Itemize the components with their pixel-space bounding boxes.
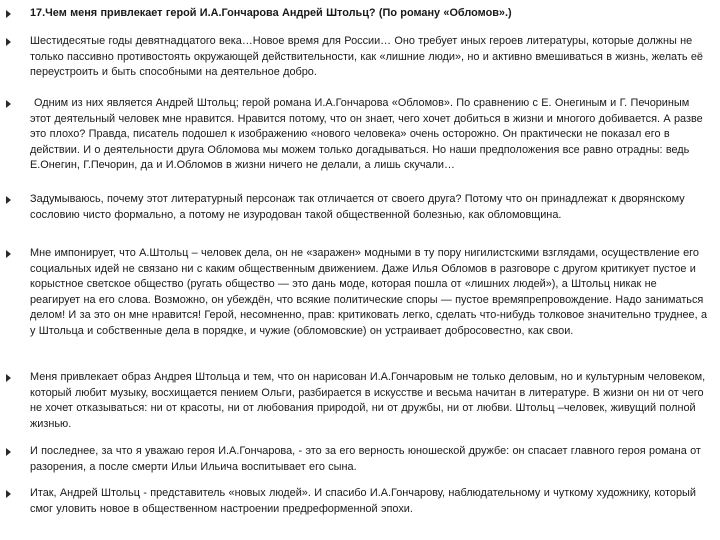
paragraph-text: Мне импонирует, что А.Штольц – человек дела, он не «заражен» модными в ту пору нигилистскими взглядами, осуществление его социальных идей не связано ни с каким общественным движением. Даже Илья Обломов в разговоре с другом критикует пустое и корыстное светское общество (ругать общество — это дань моде, которая пошла от «лишних людей»), а Штольц никак не реагирует на его слова. Возможно, он убеждён, что всякие политические споры — пустое времяпрепровождение. Надо заниматься делом! И за это он мне нравится! Герой, несомненно, прав: критиковать легко, сделать что-нибудь толковое значительно труднее, а у Штольца и собственные дела в порядке, и чужие (обломовские) он устраивает добросовестно, как свои. xyxy=(30,247,707,337)
paragraph-text: Шестидесятые годы девятнадцатого века…Новое время для России… Оно требует иных героев литературы, которые должны не только пассивно противостоять окружающей действительности, как «лишние люди», но и активно вмешиваться в жизнь, желать её переустроить и быть способными на деятельное добро. xyxy=(30,35,703,79)
triangle-right-bullet-icon xyxy=(6,10,11,18)
title-text: 17.Чем меня привлекает герой И.А.Гончарова Андрей Штольц? (По роману «Обломов».) xyxy=(30,7,512,19)
triangle-right-bullet-icon xyxy=(6,100,11,108)
triangle-right-bullet-icon xyxy=(6,374,11,382)
triangle-right-bullet-icon xyxy=(6,490,11,498)
triangle-right-bullet-icon xyxy=(6,250,11,258)
paragraph-text: Одним из них является Андрей Штольц; герой романа И.А.Гончарова «Обломов». По сравнению с Е. Онегиным и Г. Печориным этот деятельный человек мне нравится. Нравится потому, что он знает, чего хочет добиться в жизни и многого добивается. А разве это плохо? Правда, писатель подошел к изображению «нового человека» очень осторожно. Он практически не показал его в действии. И о деятельности друга Обломова мы можем только догадываться. Но наши предположения все равно отрадны: ведь Е.Онегин, Г.Печорин, да и И.Обломов в жизни ничего не делали, а лишь скучали… xyxy=(30,97,703,172)
paragraph-text: Меня привлекает образ Андрея Штольца и тем, что он нарисован И.А.Гончаровым не только деловым, но и культурным человеком, который любит музыку, восхищается пением Ольги, разбирается в искусстве и весьма начитан в литературе. В жизни он ни от чего не хочет отказываться: ни от красоты, ни от любования природой, ни от дружбы, ни от любви. Штольц –человек, живущий полной жизнью. xyxy=(30,371,706,430)
paragraph-text: Итак, Андрей Штольц - представитель «новых людей». И спасибо И.А.Гончарову, наблюдательному и чуткому художнику, который смог уловить новое в общественном настроении предреформенной эпохи. xyxy=(30,487,696,515)
triangle-right-bullet-icon xyxy=(6,448,11,456)
paragraph-text: И последнее, за что я уважаю героя И.А.Гончарова, - это за его верность юношеской дружбе: он спасает главного героя романа от разорения, а после смерти Ильи Ильича воспитывает его сына. xyxy=(30,445,701,473)
triangle-right-bullet-icon xyxy=(6,196,11,204)
paragraph-text: Задумываюсь, почему этот литературный персонаж так отличается от своего друга? Потому что он принадлежат к дворянскому сословию чисто формально, а потому не изуродован такой общественной болезнью, как обломовщина. xyxy=(30,193,685,221)
triangle-right-bullet-icon xyxy=(6,38,11,46)
